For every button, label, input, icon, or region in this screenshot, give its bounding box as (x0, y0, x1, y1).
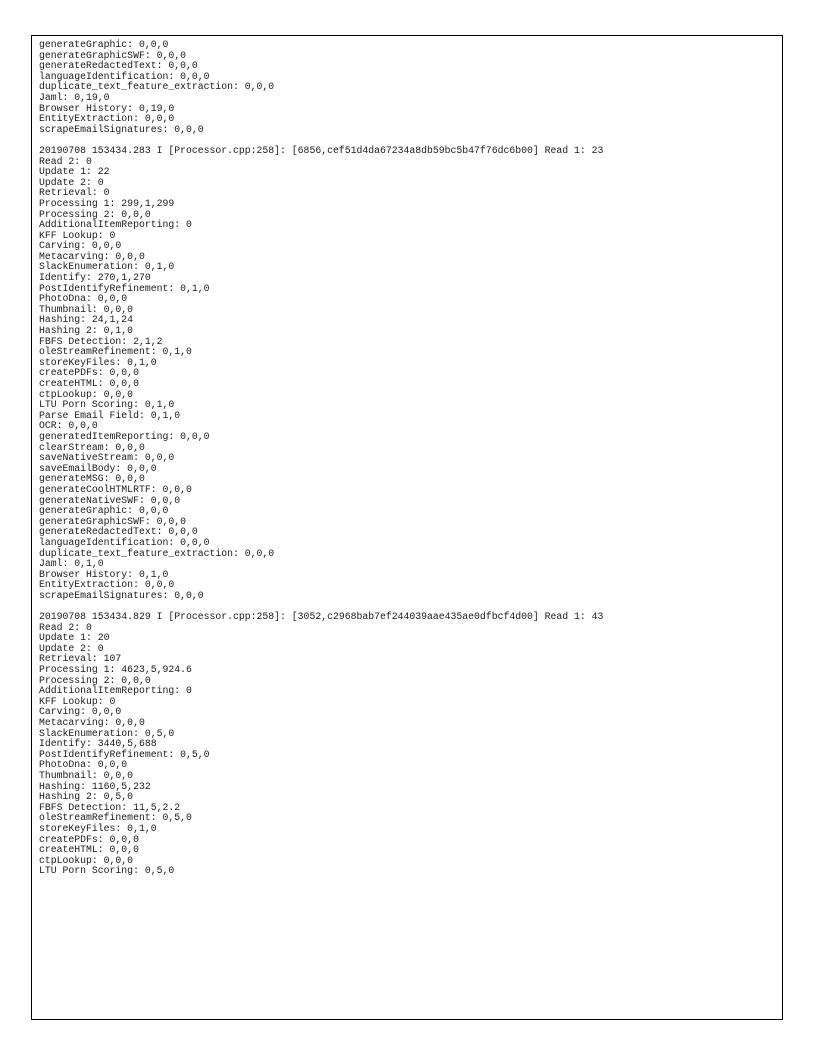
log-block (39, 612, 778, 877)
log-line: ctpLookup: 0,0,0 (39, 854, 134, 866)
log-line: 20190708 153434.283 I [Processor.cpp:258]: [6856,cef51d4da67234a8db59bc5b47f76dc6b00] Read 1: 23 (39, 144, 604, 156)
log-line: Hashing: 24,1,24 (39, 314, 134, 326)
log-line: PhotoDna: 0,0,0 (39, 759, 128, 771)
log-line: Update 1: 20 (39, 632, 110, 644)
log-line: KFF Lookup: 0 (39, 695, 116, 707)
log-line: generateMSG: 0,0,0 (39, 473, 145, 485)
log-line: KFF Lookup: 0 (39, 229, 116, 241)
log-line: FBFS Detection: 11,5,2.2 (39, 801, 181, 813)
log-line: Jaml: 0,19,0 (39, 91, 110, 103)
log-line: generateGraphic: 0,0,0 (39, 505, 169, 517)
log-line: Read 2: 0 (39, 621, 92, 633)
log-line: storeKeyFiles: 0,1,0 (39, 822, 157, 834)
log-block (39, 146, 778, 602)
log-line: PhotoDna: 0,0,0 (39, 293, 128, 305)
log-line: Update 1: 22 (39, 166, 110, 178)
log-line: LTU Porn Scoring: 0,5,0 (39, 865, 175, 877)
log-line: scrapeEmailSignatures: 0,0,0 (39, 589, 204, 601)
log-line: AdditionalItemReporting: 0 (39, 219, 192, 231)
log-line: Read 2: 0 (39, 155, 92, 167)
log-line: clearStream: 0,0,0 (39, 441, 145, 453)
log-line: Carving: 0,0,0 (39, 240, 122, 252)
log-line: Parse Email Field: 0,1,0 (39, 409, 181, 421)
log-line: PostIdentifyRefinement: 0,5,0 (39, 748, 210, 760)
log-line: SlackEnumeration: 0,1,0 (39, 261, 175, 273)
log-line: createPDFs: 0,0,0 (39, 367, 139, 379)
log-line: generateRedactedText: 0,0,0 (39, 526, 198, 538)
log-line: LTU Porn Scoring: 0,1,0 (39, 399, 175, 411)
log-line: OCR: 0,0,0 (39, 420, 98, 432)
log-line: saveNativeStream: 0,0,0 (39, 452, 175, 464)
log-line: Retrieval: 0 (39, 187, 110, 199)
log-line: createPDFs: 0,0,0 (39, 833, 139, 845)
log-line: EntityExtraction: 0,0,0 (39, 579, 175, 591)
log-line: Processing 2: 0,0,0 (39, 674, 151, 686)
log-line: Update 2: 0 (39, 642, 104, 654)
log-content (39, 40, 778, 877)
log-line: generateGraphicSWF: 0,0,0 (39, 49, 186, 61)
log-line: SlackEnumeration: 0,5,0 (39, 727, 175, 739)
log-line: AdditionalItemReporting: 0 (39, 685, 192, 697)
log-line: Carving: 0,0,0 (39, 706, 122, 718)
log-line: Processing 1: 299,1,299 (39, 197, 175, 209)
log-line: generateNativeSWF: 0,0,0 (39, 494, 181, 506)
log-line: ctpLookup: 0,0,0 (39, 388, 134, 400)
log-block (39, 40, 778, 135)
log-line: Browser History: 0,19,0 (39, 102, 175, 114)
log-line: scrapeEmailSignatures: 0,0,0 (39, 123, 204, 135)
log-line: Thumbnail: 0,0,0 (39, 769, 134, 781)
log-line: EntityExtraction: 0,0,0 (39, 113, 175, 125)
log-line: generateRedactedText: 0,0,0 (39, 60, 198, 72)
log-line: Metacarving: 0,0,0 (39, 250, 145, 262)
log-line: Update 2: 0 (39, 176, 104, 188)
log-frame (31, 35, 783, 1020)
log-line: storeKeyFiles: 0,1,0 (39, 356, 157, 368)
log-line: Thumbnail: 0,0,0 (39, 303, 134, 315)
log-line: Hashing: 1160,5,232 (39, 780, 151, 792)
log-line: Browser History: 0,1,0 (39, 568, 169, 580)
log-line: Identify: 3440,5,688 (39, 738, 157, 750)
log-line: generateCoolHTMLRTF: 0,0,0 (39, 483, 192, 495)
log-line: oleStreamRefinement: 0,5,0 (39, 812, 192, 824)
log-line: Retrieval: 107 (39, 653, 122, 665)
log-line: FBFS Detection: 2,1,2 (39, 335, 163, 347)
log-line: Hashing 2: 0,1,0 (39, 325, 134, 337)
log-line: PostIdentifyRefinement: 0,1,0 (39, 282, 210, 294)
log-line: languageIdentification: 0,0,0 (39, 70, 210, 82)
log-line: duplicate_text_feature_extraction: 0,0,0 (39, 81, 275, 93)
log-line: generateGraphic: 0,0,0 (39, 39, 169, 50)
log-line: createHTML: 0,0,0 (39, 378, 139, 389)
log-line: Jaml: 0,1,0 (39, 558, 104, 570)
log-line: oleStreamRefinement: 0,1,0 (39, 346, 192, 358)
log-line: Processing 1: 4623,5,924.6 (39, 664, 192, 676)
log-line: createHTML: 0,0,0 (39, 844, 139, 856)
log-line: Hashing 2: 0,5,0 (39, 791, 134, 803)
log-line: generateGraphicSWF: 0,0,0 (39, 515, 186, 527)
log-line: Metacarving: 0,0,0 (39, 717, 145, 728)
log-line: duplicate_text_feature_extraction: 0,0,0 (39, 547, 275, 559)
log-line: Processing 2: 0,0,0 (39, 208, 151, 220)
log-line: saveEmailBody: 0,0,0 (39, 462, 157, 474)
log-line: Identify: 270,1,270 (39, 272, 151, 284)
log-line: languageIdentification: 0,0,0 (39, 536, 210, 548)
log-line: generatedItemReporting: 0,0,0 (39, 430, 210, 442)
log-line: 20190708 153434.829 I [Processor.cpp:258]: [3052,c2968bab7ef244039aae435ae0dfbcf4d00] Read 1: 43 (39, 611, 604, 623)
